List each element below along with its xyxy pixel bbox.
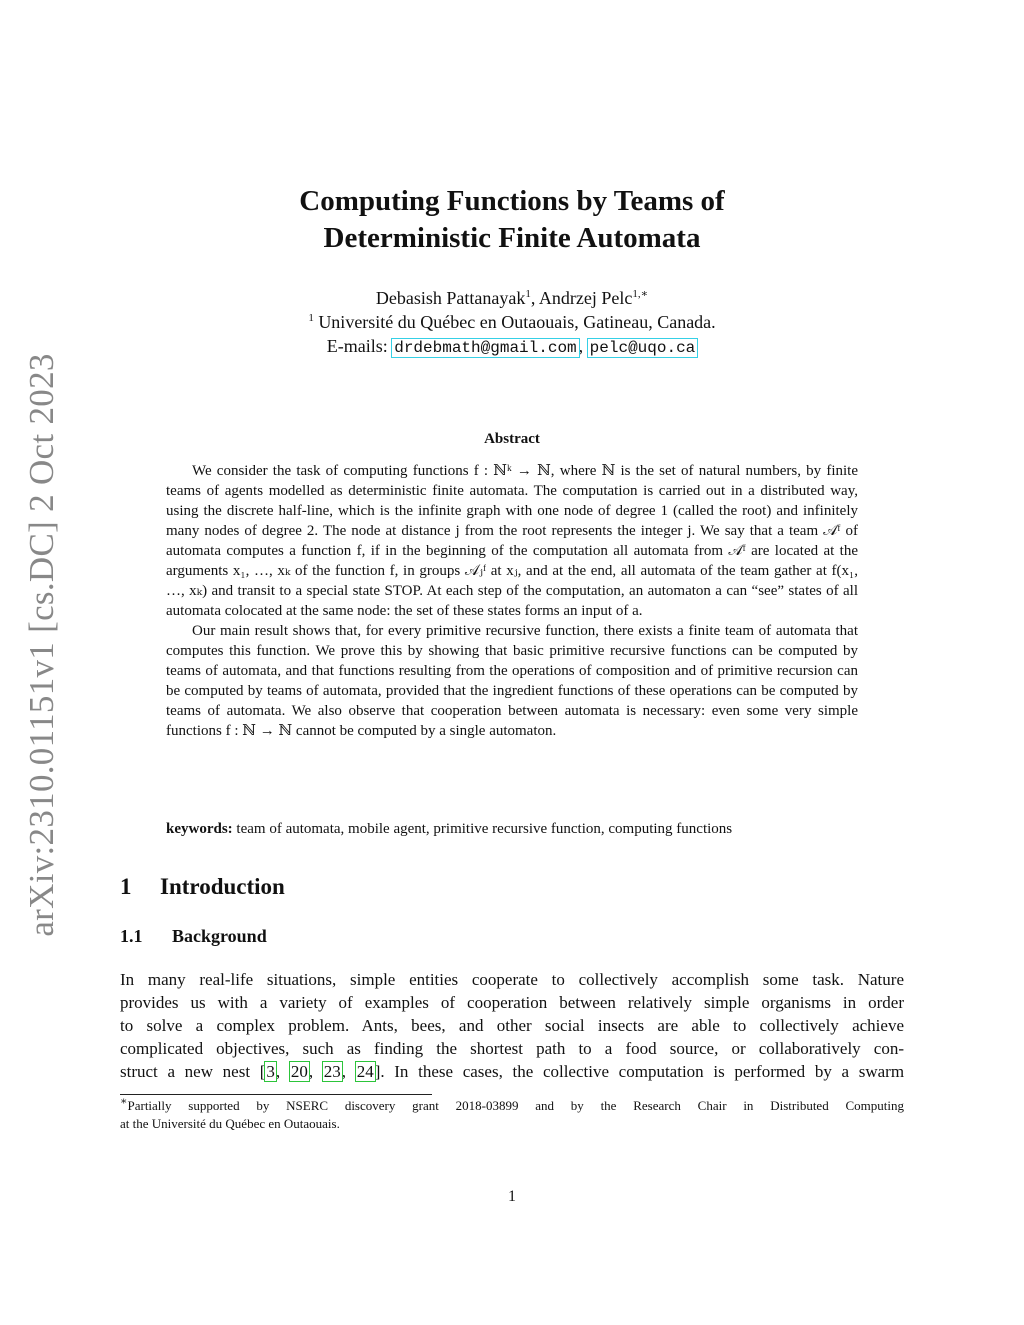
footnote-line-1-text: Partially supported by NSERC discovery grant 2018-03899 and by the Research Chair in Distributed Computing xyxy=(127,1098,904,1113)
section-title: Introduction xyxy=(160,874,285,899)
body-line-4: complicated objectives, such as finding the shortest path to a food source, or collaboratively con- xyxy=(120,1039,904,1058)
abstract-body xyxy=(166,461,858,741)
keywords-line xyxy=(166,819,866,839)
author-1-affiliation-mark: 1 xyxy=(525,288,531,300)
citation-link-3[interactable]: 3 xyxy=(266,1062,275,1081)
author-2-affiliation-mark: 1,∗ xyxy=(632,288,649,300)
keywords-label: keywords: xyxy=(166,821,233,837)
author-separator: , xyxy=(530,288,539,308)
section-heading-introduction xyxy=(120,874,285,900)
affiliation-mark: 1 xyxy=(308,312,314,324)
paper-title xyxy=(200,183,824,257)
footnote-line-1 xyxy=(120,1097,904,1115)
body-line-1: In many real-life situations, simple entities cooperate to collectively accomplish some task. Nature xyxy=(120,970,904,989)
citation-link-24[interactable]: 24 xyxy=(356,1062,374,1081)
abstract-paragraph-1: We consider the task of computing functions f : ℕᵏ → ℕ, where ℕ is the set of natural numbers, by finite teams of agents modelled as deterministic finite automata. The computation is carried out in a distributed way, using the discrete half-line, which is the infinite graph with one node of degree 1 (called the root) and infinitely many nodes of degree 2. The node at distance j from the root represents the integer j. We say that a team 𝒜ᶠ of automata computes a function f, if in the beginning of the computation all automata from 𝒜ᶠ are located at the arguments x₁, …, xₖ of the function f, in groups 𝒜ⱼᶠ at xⱼ, and at the end, all automata of the team gather at f(x₁, …, xₖ) and transit to a special state STOP. At each step of the computation, an automaton a can “see” states of all automata colocated at the same node: the set of these states forms an input of a. xyxy=(166,463,858,619)
footnote-mark: ∗ xyxy=(120,1095,128,1108)
abstract-heading: Abstract xyxy=(484,431,540,447)
subsection-number: 1.1 xyxy=(120,926,143,946)
title-line-1: Computing Functions by Teams of xyxy=(299,185,725,217)
author-block xyxy=(200,286,824,360)
body-line-5-end: ]. In these cases, the collective computation is performed by a swarm xyxy=(374,1062,905,1081)
body-line-5: struct a new nest [3, 20, 23, 24]. In these cases, the collective computation is performed by a swarm xyxy=(120,1062,905,1081)
body-line-2: provides us with a variety of examples of cooperation between relatively simple organisms in order xyxy=(120,993,904,1012)
citation-link-20[interactable]: 20 xyxy=(290,1062,308,1081)
author-names xyxy=(200,286,824,310)
citation-link-23[interactable]: 23 xyxy=(323,1062,341,1081)
emails-label: E-mails: xyxy=(326,336,388,356)
page-number: 1 xyxy=(508,1188,516,1205)
body-line-5-start: struct a new nest [ xyxy=(120,1062,266,1081)
author-2: Andrzej Pelc xyxy=(538,288,633,308)
section-number: 1 xyxy=(120,874,132,899)
footnote-line-2: at the Université du Québec en Outaouais. xyxy=(120,1116,340,1131)
affiliation-text: Université du Québec en Outaouais, Gatineau, Canada. xyxy=(318,312,716,332)
affiliation xyxy=(200,310,824,334)
author-1: Debasish Pattanayak xyxy=(375,288,526,308)
keywords-text: team of automata, mobile agent, primitive recursive function, computing functions xyxy=(236,821,733,837)
email-link-2[interactable]: pelc@uqo.ca xyxy=(589,339,696,357)
arxiv-id-text: arXiv:2310.01151v1 [cs.DC] 2 Oct 2023 xyxy=(22,353,61,937)
emails-line xyxy=(200,334,824,360)
subsection-title: Background xyxy=(172,926,267,946)
subsection-heading-background xyxy=(120,926,267,947)
introduction-body xyxy=(120,968,904,1083)
footnote xyxy=(120,1097,904,1133)
abstract-paragraph-2: Our main result shows that, for every primitive recursive function, there exists a finite team of automata that computes this function. We prove this by showing that basic primitive recursive functions can be computed by teams of automata, and that functions resulting from the operations of composition and of primitive recursion can be computed by teams of automata, provided that the ingredient functions of these operations can be computed by teams of automata. We also observe that cooperation between automata is necessary: even some very simple functions f : ℕ → ℕ cannot be computed by a single automaton. xyxy=(166,623,858,739)
arxiv-identifier-stamp xyxy=(12,0,72,1325)
body-line-3: to solve a complex problem. Ants, bees, and other social insects are able to collectively achieve xyxy=(120,1016,904,1035)
footnote-divider xyxy=(120,1094,432,1095)
email-separator: , xyxy=(578,336,584,356)
email-link-1[interactable]: drdebmath@gmail.com xyxy=(394,339,577,357)
title-line-2: Deterministic Finite Automata xyxy=(323,222,701,254)
